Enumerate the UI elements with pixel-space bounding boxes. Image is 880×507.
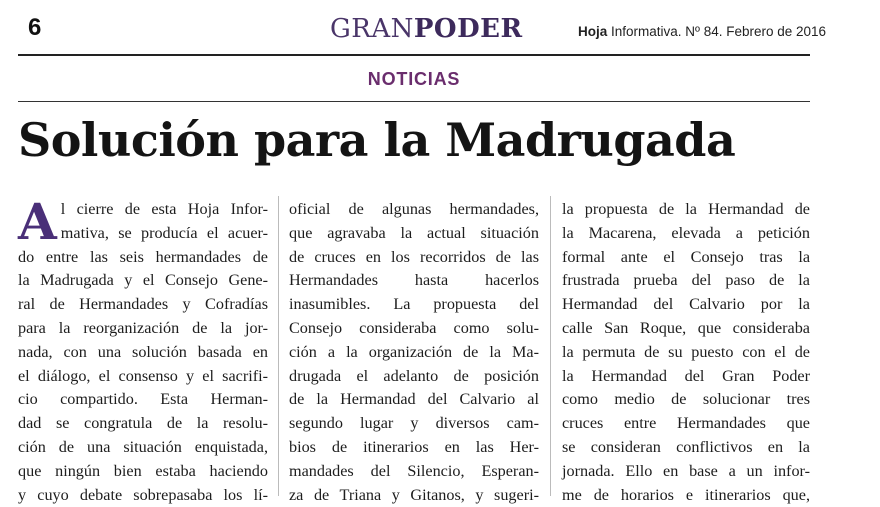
text-line: que ningún bien estaba haciendo bbox=[18, 461, 268, 480]
text-line: inasumibles. La propuesta del bbox=[289, 295, 539, 314]
section-label: NOTICIAS bbox=[367, 69, 461, 89]
text-line: frustrada prueba del paso de la bbox=[562, 271, 810, 290]
text-line: para la reorganización de la jor- bbox=[18, 318, 268, 337]
text-line: oficial de algunas hermandades, bbox=[289, 200, 539, 218]
text-line: ral de Hermandades y Cofradías bbox=[18, 295, 268, 314]
text-line: dad se congratula de la resolu- bbox=[18, 414, 268, 433]
text-line: se consideran conflictivos en la bbox=[562, 437, 810, 456]
text-line: cruces entre Hermandades que bbox=[562, 414, 810, 433]
text-line: do entre las seis hermandades de bbox=[18, 247, 268, 266]
text-line: za de Triana y Gitanos, y sugeri- bbox=[289, 485, 539, 504]
text-line: Hermandad del Calvario por la bbox=[562, 295, 810, 314]
masthead-logo bbox=[330, 16, 523, 42]
column-divider bbox=[278, 196, 279, 496]
issue-bold: Hoja bbox=[578, 24, 608, 39]
masthead-bold: PODER bbox=[413, 14, 523, 44]
text-line: ción a la organización de la Ma- bbox=[289, 342, 539, 361]
page-number: 6 bbox=[28, 14, 42, 41]
text-line: mativa, se producía el acuer- bbox=[60, 223, 268, 242]
article-headline: Solución para la Madrugada bbox=[18, 113, 736, 167]
text-line: la Madrugada y el Consejo Gene- bbox=[18, 271, 268, 290]
article-column-1 bbox=[18, 192, 268, 507]
text-line: bios de itinerarios en las Her- bbox=[289, 437, 539, 456]
text-line: jornada. Ello en base a un infor- bbox=[562, 461, 810, 480]
text-line: mandades del Silencio, Esperan- bbox=[289, 461, 539, 480]
text-line: de cruces en los recorridos de las bbox=[289, 247, 539, 266]
text-line: nada, con una solución basada en bbox=[18, 342, 268, 361]
text-line: l cierre de esta Hoja Infor- bbox=[60, 200, 268, 218]
masthead-light: GRAN bbox=[330, 14, 414, 44]
text-line: Consejo consideraba como solu- bbox=[289, 318, 539, 337]
column-divider bbox=[550, 196, 551, 496]
text-line: ción de una situación enquistada, bbox=[18, 437, 268, 456]
text-line: la propuesta de la Hermandad de bbox=[562, 200, 810, 218]
text-line: la permuta de su puesto con el de bbox=[562, 342, 810, 361]
text-line: y cuyo debate sobrepasaba los lí- bbox=[18, 485, 268, 504]
text-line: segundo lugar y diversos cam- bbox=[289, 414, 539, 433]
text-line: Hermandades hasta hacerlos bbox=[289, 271, 539, 290]
text-line: como medio de solucionar tres bbox=[562, 390, 810, 409]
text-line: el diálogo, el consenso y el sacrifi- bbox=[18, 366, 268, 385]
text-line: cio compartido. Esta Herman- bbox=[18, 390, 268, 409]
text-line: calle San Roque, que consideraba bbox=[562, 318, 810, 337]
section-rule bbox=[18, 101, 810, 102]
text-line: me de horarios e itinerarios que, bbox=[562, 485, 810, 504]
issue-rest: Informativa. Nº 84. Febrero de 2016 bbox=[607, 24, 827, 39]
article-column-2 bbox=[289, 198, 539, 507]
top-rule bbox=[18, 54, 810, 56]
issue-info bbox=[578, 24, 826, 39]
drop-cap: A bbox=[18, 192, 57, 251]
text-line: la Hermandad del Gran Poder bbox=[562, 366, 810, 385]
text-line: formal ante el Consejo tras la bbox=[562, 247, 810, 266]
text-line: de la Hermandad del Calvario al bbox=[289, 390, 539, 409]
article-column-3 bbox=[562, 198, 810, 507]
text-line: drugada el adelanto de posición bbox=[289, 366, 539, 385]
text-line: la Macarena, elevada a petición bbox=[562, 223, 810, 242]
text-line: que agravaba la actual situación bbox=[289, 223, 539, 242]
